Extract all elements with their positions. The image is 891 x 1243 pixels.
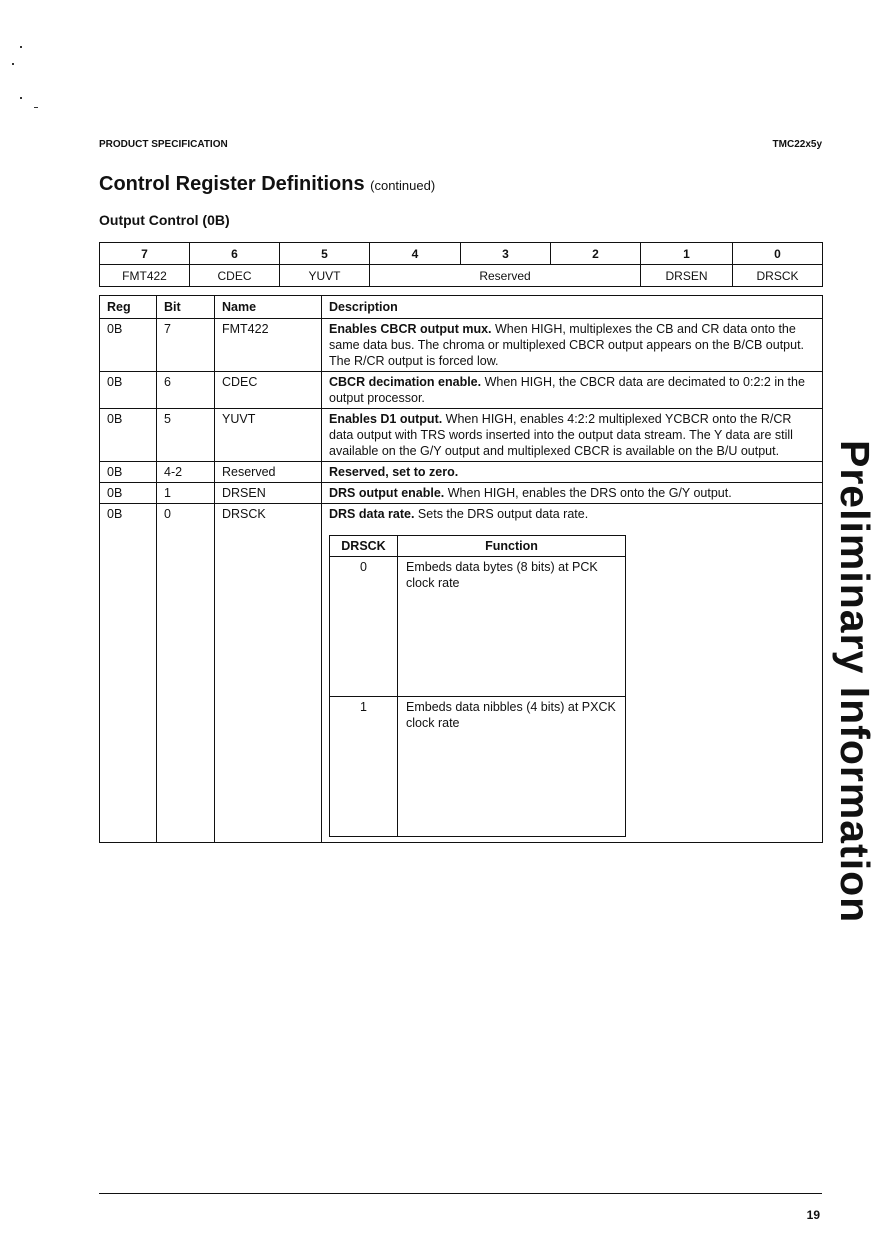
drsck-function-table — [329, 535, 626, 837]
bit-number: 4 — [370, 243, 461, 265]
bit-name: YUVT — [280, 265, 370, 287]
description-text: Sets the DRS output data rate. — [414, 507, 589, 521]
register-subtitle: Output Control (0B) — [99, 212, 230, 228]
bit-number: 0 — [733, 243, 823, 265]
function-header: Function — [398, 536, 626, 557]
column-header-bit: Bit — [157, 296, 215, 319]
table-row — [330, 557, 626, 697]
drsck-function: Embeds data bytes (8 bits) at PCK clock rate — [398, 557, 626, 697]
description-text: When HIGH, enables the DRS onto the G/Y output. — [444, 486, 732, 500]
bit-name: FMT422 — [100, 265, 190, 287]
page-number: 19 — [806, 1208, 820, 1222]
bit-cell: 5 — [157, 409, 215, 462]
description-bold: Enables D1 output. — [329, 412, 443, 426]
section-title — [99, 173, 435, 196]
drsck-value: 1 — [330, 697, 398, 837]
drsck-function: Embeds data nibbles (4 bits) at PXCK clock rate — [398, 697, 626, 837]
description-text: When HIGH, the CBCR data are decimated to 0:2:2 in the output processor. — [329, 375, 805, 405]
reg-cell: 0B — [100, 504, 157, 843]
bit-number: 6 — [190, 243, 280, 265]
description-bold: DRS data rate. — [329, 507, 415, 521]
bit-cell: 0 — [157, 504, 215, 843]
table-row — [100, 483, 823, 504]
description-cell — [322, 483, 823, 504]
description-text: When HIGH, multiplexes the CB and CR data onto the same data bus. The chroma or multiplexed CBCR output appears on the B/CB output. The R/CR output is forced low. — [329, 322, 805, 368]
bit-name: CDEC — [190, 265, 280, 287]
reg-cell: 0B — [100, 462, 157, 483]
drsck-value: 0 — [330, 557, 398, 697]
table-row — [100, 372, 823, 409]
name-cell: Reserved — [215, 462, 322, 483]
name-cell: CDEC — [215, 372, 322, 409]
description-bold: CBCR decimation enable. — [329, 375, 482, 389]
bit-name-reserved: Reserved — [370, 265, 641, 287]
bit-name: DRSEN — [641, 265, 733, 287]
bit-number: 2 — [551, 243, 641, 265]
table-row — [330, 697, 626, 837]
header-product-spec: PRODUCT SPECIFICATION — [99, 139, 228, 150]
description-cell — [322, 319, 823, 372]
reg-cell: 0B — [100, 372, 157, 409]
bit-layout-table — [99, 242, 823, 287]
bit-cell: 7 — [157, 319, 215, 372]
bit-name-row — [100, 265, 823, 287]
description-bold: DRS output enable. — [329, 486, 445, 500]
bit-number: 7 — [100, 243, 190, 265]
bit-cell: 6 — [157, 372, 215, 409]
description-cell — [322, 462, 823, 483]
column-header-name: Name — [215, 296, 322, 319]
bit-number-row — [100, 243, 823, 265]
scan-speck — [34, 107, 38, 108]
table-row — [100, 504, 823, 843]
footer-divider — [99, 1193, 822, 1194]
name-cell: YUVT — [215, 409, 322, 462]
description-bold: Enables CBCR output mux. — [329, 322, 492, 336]
register-description-table — [99, 295, 823, 843]
name-cell: DRSEN — [215, 483, 322, 504]
table-row — [100, 462, 823, 483]
description-cell — [322, 409, 823, 462]
description-cell — [322, 372, 823, 409]
drsck-header-row — [330, 536, 626, 557]
scan-speck — [20, 97, 22, 99]
description-cell — [322, 504, 823, 843]
column-header-reg: Reg — [100, 296, 157, 319]
bit-name: DRSCK — [733, 265, 823, 287]
section-title-main: Control Register Definitions — [99, 173, 365, 195]
bit-cell: 1 — [157, 483, 215, 504]
scan-speck — [12, 63, 14, 65]
name-cell: FMT422 — [215, 319, 322, 372]
table-row — [100, 409, 823, 462]
description-text: When HIGH, enables 4:2:2 multiplexed YCBCR onto the R/CR data output with TRS words inserted into the output data stream. The Y data are still available on the G/Y output and multiplexed CBCR is available on the B/U output. — [329, 412, 793, 458]
scan-speck — [20, 46, 22, 48]
reg-cell: 0B — [100, 409, 157, 462]
bit-cell: 4-2 — [157, 462, 215, 483]
section-title-continued: (continued) — [370, 178, 436, 193]
description-bold: Reserved, set to zero. — [329, 465, 459, 479]
bit-number: 5 — [280, 243, 370, 265]
name-cell: DRSCK — [215, 504, 322, 843]
reg-cell: 0B — [100, 319, 157, 372]
bit-number: 3 — [461, 243, 551, 265]
drsck-header: DRSCK — [330, 536, 398, 557]
header-part-number: TMC22x5y — [772, 139, 822, 150]
reg-cell: 0B — [100, 483, 157, 504]
bit-number: 1 — [641, 243, 733, 265]
table-header-row — [100, 296, 823, 319]
column-header-description: Description — [322, 296, 823, 319]
table-row — [100, 319, 823, 372]
preliminary-information-label: Preliminary Information — [832, 440, 878, 924]
